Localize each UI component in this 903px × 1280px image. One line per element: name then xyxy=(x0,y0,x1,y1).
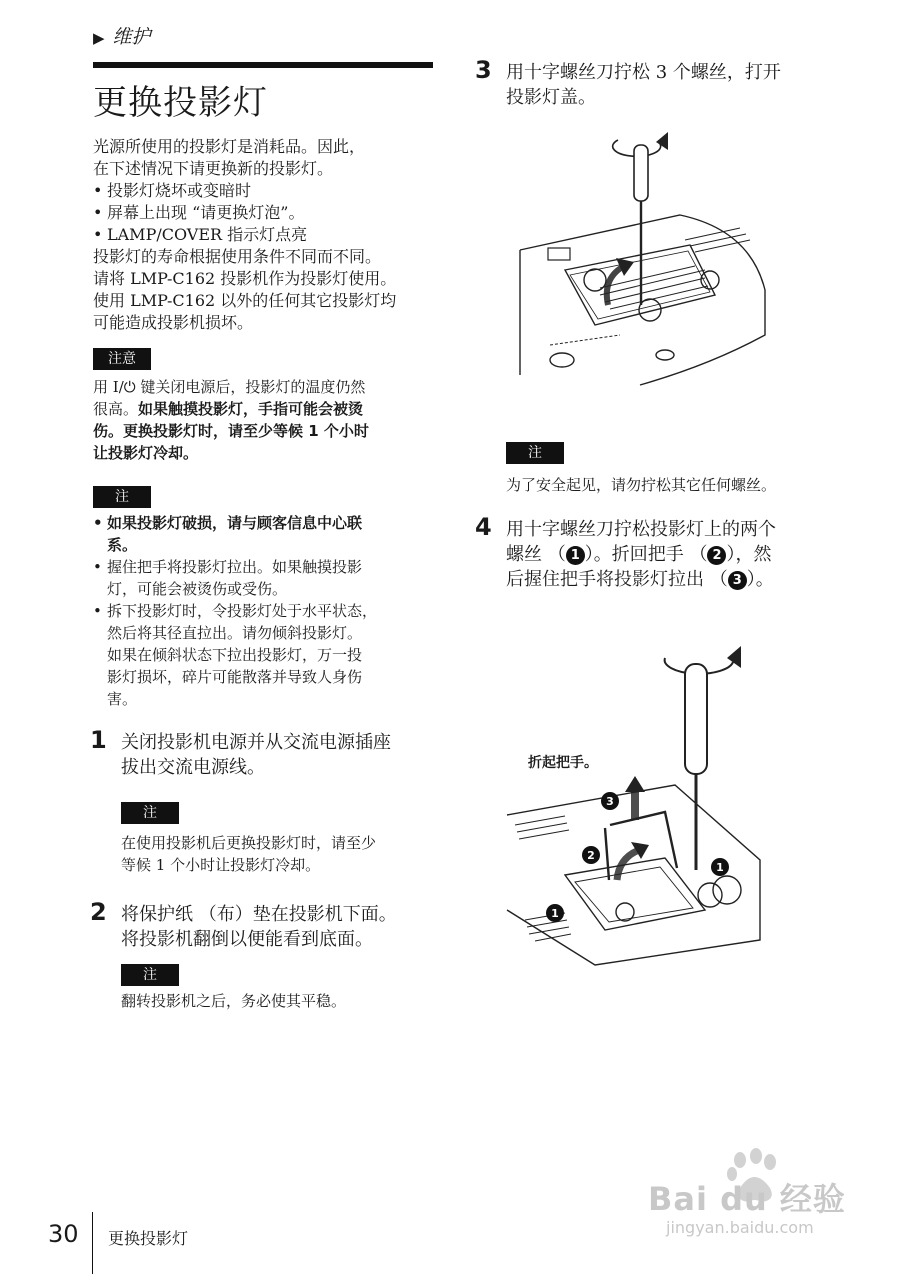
figure-caption: 折起把手。 xyxy=(528,755,598,771)
title-rule xyxy=(93,62,433,68)
note-text: 为了安全起见，请勿拧松其它任何螺丝。 xyxy=(506,476,777,494)
note-label: 注 xyxy=(506,442,564,464)
page-number: 30 xyxy=(48,1220,79,1248)
callout-1-icon: 1 xyxy=(716,861,724,874)
list-item: • 投影灯烧坏或变暗时 xyxy=(93,180,438,202)
baidu-watermark xyxy=(648,1148,858,1248)
list-item: • 屏幕上出现 “请更换灯泡”。 xyxy=(93,202,438,224)
step-number: 2 xyxy=(90,898,107,926)
note-text: • 如果投影灯破损，请与顾客信息中心联 xyxy=(107,514,363,532)
caution-line: 用 I/⏻ 键关闭电源后，投影灯的温度仍然 xyxy=(93,378,366,396)
step-line: 用十字螺丝刀拧松 3 个螺丝，打开 xyxy=(506,62,781,83)
step-text xyxy=(121,730,451,780)
callout-1-icon: 1 xyxy=(566,546,585,565)
intro-line: 使用 LMP-C162 以外的任何其它投影灯均 xyxy=(93,291,397,310)
note-text: 等候 1 个小时让投影灯冷却。 xyxy=(121,856,321,874)
step-line: 关闭投影机电源并从交流电源插座 xyxy=(121,732,391,753)
caution-block xyxy=(93,376,438,464)
note-text: 然后将其径直拉出。请勿倾斜投影灯。 xyxy=(107,624,363,642)
step-line xyxy=(506,567,846,592)
note-block xyxy=(93,512,438,710)
step-fragment: 后握住把手将投影灯拉出 （ xyxy=(506,569,728,590)
step-line: 投影灯盖。 xyxy=(506,87,596,108)
list-item xyxy=(93,556,438,600)
note-text: • 拆下投影灯时，令投影灯处于水平状态， xyxy=(107,602,378,620)
list-item: • LAMP/COVER 指示灯点亮 xyxy=(93,224,438,246)
step-fragment: ）。折回把手 （ xyxy=(584,544,708,565)
step-text xyxy=(506,517,846,592)
watermark-url: jingyan.baidu.com xyxy=(666,1218,814,1237)
step-note xyxy=(121,832,441,876)
remove-cover-illustration xyxy=(510,120,770,390)
step-fragment: 螺丝 （ xyxy=(506,544,566,565)
note-label-wrap xyxy=(121,964,179,986)
step-number: 3 xyxy=(475,56,492,84)
step-number: 1 xyxy=(90,726,107,754)
note-text: 在使用投影机后更换投影灯时，请至少 xyxy=(121,834,377,852)
intro-line: 可能造成投影机损坏。 xyxy=(93,313,254,332)
step-line xyxy=(506,542,846,567)
step-note xyxy=(121,990,441,1012)
note-text: • 握住把手将投影灯拉出。如果触摸投影 xyxy=(107,558,363,576)
note-label: 注 xyxy=(93,486,151,508)
note-text: 如果在倾斜状态下拉出投影灯，万一投 xyxy=(107,646,363,664)
footer-title: 更换投影灯 xyxy=(108,1229,189,1248)
caution-line: 让投影灯冷却。 xyxy=(93,444,199,462)
intro-block xyxy=(93,136,438,334)
intro-line: 光源所使用的投影灯是消耗品。因此， xyxy=(93,137,366,156)
note-label-wrap xyxy=(506,442,564,464)
step-line: 将保护纸 （布）垫在投影机下面。 xyxy=(121,904,397,925)
step-line: 将投影机翻倒以便能看到底面。 xyxy=(121,929,373,950)
list-item xyxy=(93,600,438,710)
note-text: 害。 xyxy=(107,690,138,708)
step-fragment: ），然 xyxy=(726,544,772,565)
section-marker: ▶ xyxy=(93,29,105,47)
callout-2-icon: 2 xyxy=(707,546,726,565)
remove-lamp-illustration xyxy=(505,620,765,970)
callout-2-icon: 2 xyxy=(587,849,595,862)
step-text xyxy=(121,902,451,952)
intro-line: 在下述情况下请更换新的投影灯。 xyxy=(93,159,334,178)
note-label-wrap xyxy=(93,486,151,508)
step-note xyxy=(506,474,836,496)
note-label-wrap xyxy=(121,802,179,824)
step-text xyxy=(506,60,836,110)
step-number: 4 xyxy=(475,513,492,541)
note-text: 系。 xyxy=(107,536,138,554)
intro-line: 请将 LMP-C162 投影机作为投影灯使用。 xyxy=(93,269,397,288)
callout-3-icon: 3 xyxy=(606,795,614,808)
note-text: 翻转投影机之后，务必使其平稳。 xyxy=(121,992,347,1010)
callout-3-icon: 3 xyxy=(728,571,747,590)
caution-label-wrap xyxy=(93,348,151,370)
note-label: 注 xyxy=(121,964,179,986)
footer-divider xyxy=(92,1212,93,1274)
intro-line: 投影灯的寿命根据使用条件不同而不同。 xyxy=(93,247,382,266)
section-header xyxy=(93,22,151,49)
caution-line: 伤。更换投影灯时，请至少等候 1 个小时 xyxy=(93,422,369,440)
note-text: 影灯损坏，碎片可能散落并导致人身伤 xyxy=(107,668,363,686)
note-list xyxy=(93,512,438,710)
intro-bullets xyxy=(93,180,438,246)
caution-bold: 如果触摸投影灯，手指可能会被烫 xyxy=(138,400,364,418)
section-title: 维护 xyxy=(112,26,151,48)
step-line: 用十字螺丝刀拧松投影灯上的两个 xyxy=(506,519,776,540)
callout-1-icon: 1 xyxy=(551,907,559,920)
note-text: 灯，可能会被烫伤或受伤。 xyxy=(107,580,288,598)
caution-line xyxy=(93,398,438,420)
caution-label: 注意 xyxy=(93,348,151,370)
note-label: 注 xyxy=(121,802,179,824)
page-title: 更换投影灯 xyxy=(93,83,268,123)
watermark-brand: Bai du 经验 xyxy=(648,1180,846,1218)
caution-plain: 很高。 xyxy=(93,400,139,418)
step-fragment: ）。 xyxy=(746,569,774,590)
step-line: 拔出交流电源线。 xyxy=(121,757,265,778)
list-item xyxy=(93,512,438,556)
